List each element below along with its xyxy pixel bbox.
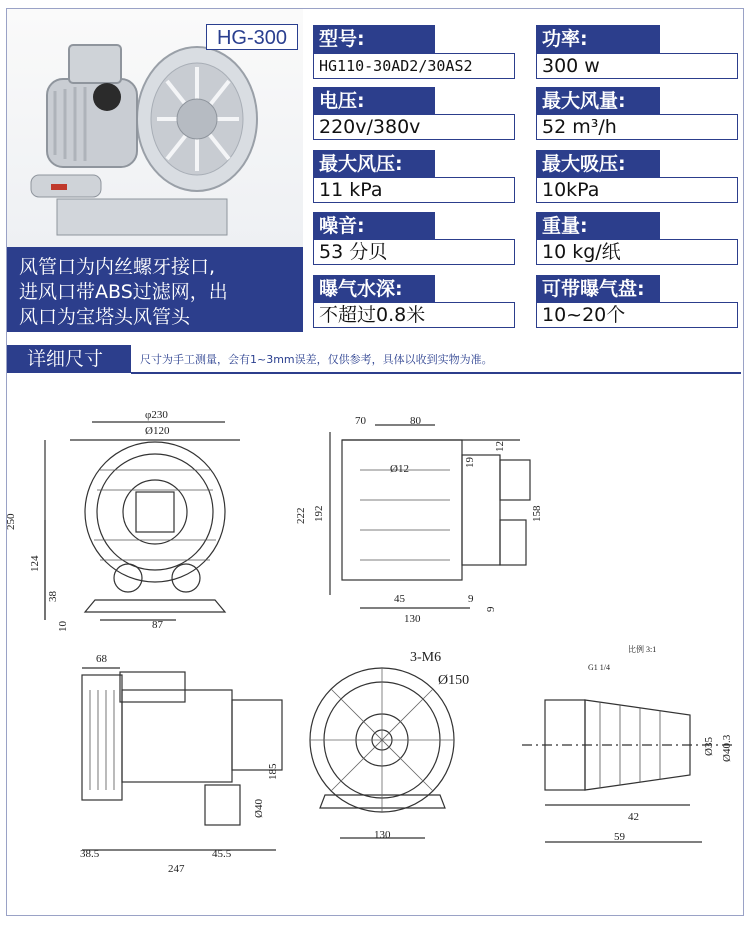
section-note: 尺寸为手工测量，会有1~3mm误差，仅供参考，具体以收到实物为准。 (140, 353, 493, 366)
dim-nozzle-d35: Ø35 (703, 737, 715, 756)
dim-top-w68: 68 (96, 653, 107, 665)
dim-nozzle-d40_3: Ø40.3 (721, 734, 733, 762)
dim-side-w70: 70 (355, 415, 366, 427)
section-title: 详细尺寸 (7, 345, 131, 373)
dim-flange-d150: Ø150 (438, 673, 470, 688)
dim-side-h158: 158 (531, 505, 543, 522)
dim-nozzle-w42: 42 (628, 811, 639, 823)
spec-value-model: HG110-30AD2/30AS2 (313, 53, 515, 79)
spec-label-max-pressure: 最大风压: (313, 150, 435, 178)
spec-label-max-flow: 最大风量: (536, 87, 660, 115)
spec-value-aeration-discs: 10~20个 (536, 302, 738, 328)
spec-label-water-depth: 曝气水深: (313, 275, 435, 303)
spec-value-voltage: 220v/380v (313, 114, 515, 140)
dim-nozzle-thread: G1 1/4 (588, 663, 610, 672)
dim-top-d40: Ø40 (253, 799, 265, 818)
dim-front-d120: Ø120 (145, 425, 170, 437)
dim-nozzle-w59: 59 (614, 831, 625, 843)
dim-side-h222: 222 (295, 507, 307, 524)
spec-label-max-suction: 最大吸压: (536, 150, 660, 178)
spec-value-power: 300 w (536, 53, 738, 79)
spec-value-max-pressure: 11 kPa (313, 177, 515, 203)
spec-label-power: 功率: (536, 25, 660, 53)
spec-value-max-suction: 10kPa (536, 177, 738, 203)
dim-front-h250: 250 (5, 513, 17, 530)
spec-value-max-flow: 52 m³/h (536, 114, 738, 140)
dim-top-h185: 185 (267, 763, 279, 780)
dim-side-w130: 130 (404, 613, 421, 625)
spec-label-voltage: 电压: (313, 87, 435, 115)
dim-flange-w130: 130 (374, 829, 391, 841)
spec-label-weight: 重量: (536, 212, 660, 240)
dim-side-w45: 45 (394, 593, 405, 605)
dim-top-w38_5: 38.5 (80, 848, 100, 860)
dim-front-h38: 38 (47, 591, 59, 602)
dim-side-d12: Ø12 (390, 463, 409, 475)
dim-side-w9a: 9 (468, 593, 474, 605)
spec-value-noise: 53 分贝 (313, 239, 515, 265)
dim-top-w247: 247 (168, 863, 185, 875)
dim-side-w80: 80 (410, 415, 421, 427)
dim-side-w9b: 9 (485, 606, 497, 612)
dim-nozzle-scale: 比例 3:1 (628, 645, 657, 654)
dim-front-w87: 87 (152, 619, 163, 631)
note-line: 风管口为内丝螺牙接口, (19, 256, 216, 278)
spec-value-water-depth: 不超过0.8米 (313, 302, 515, 328)
dim-top-w45_5: 45.5 (212, 848, 232, 860)
spec-label-aeration-discs: 可带曝气盘: (536, 275, 660, 303)
dim-flange-m6: 3-M6 (410, 650, 442, 665)
dim-side-h19: 19 (464, 457, 476, 468)
spec-label-noise: 噪音: (313, 212, 435, 240)
spec-label-model: 型号: (313, 25, 435, 53)
dim-side-h192: 192 (313, 505, 325, 522)
model-tag: HG-300 (206, 24, 298, 50)
note-line: 风口为宝塔头风管头 (19, 306, 191, 328)
dim-side-h12: 12 (494, 441, 506, 452)
dim-front-h124: 124 (29, 555, 41, 572)
note-line: 进风口带ABS过滤网，出 (19, 281, 228, 303)
dim-front-h10: 10 (57, 621, 69, 632)
dim-front-d230: φ230 (145, 409, 168, 421)
spec-value-weight: 10 kg/纸 (536, 239, 738, 265)
